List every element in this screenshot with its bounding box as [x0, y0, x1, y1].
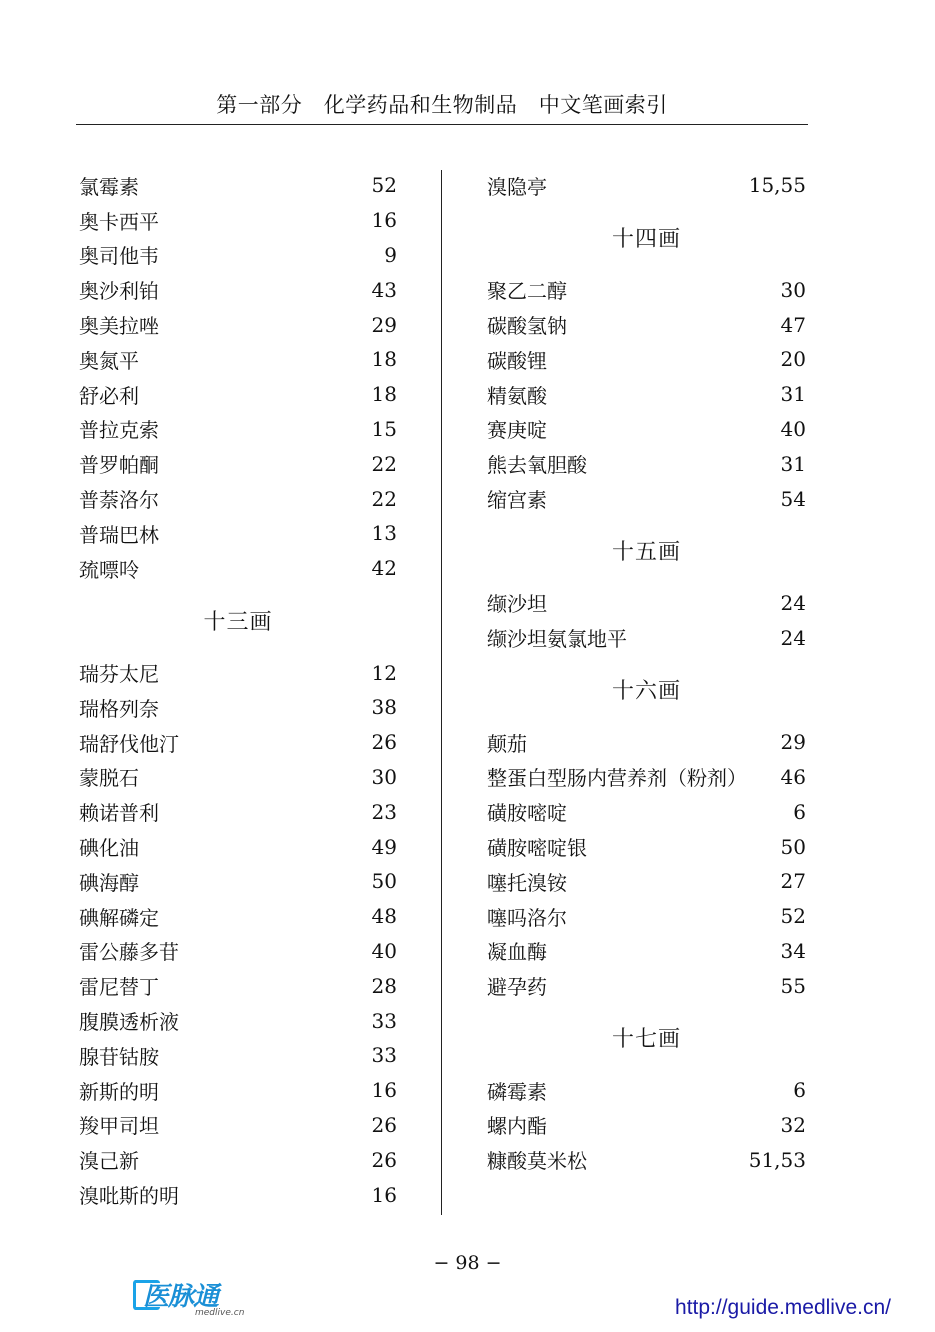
index-entry: [79, 1073, 397, 1108]
page-ref: 42: [371, 556, 397, 581]
index-entry: [79, 307, 397, 342]
drug-name: 聚乙二醇: [487, 279, 567, 304]
index-entry: [79, 1108, 397, 1143]
page-ref: 26: [371, 730, 397, 755]
index-entry: [487, 272, 806, 307]
drug-name: 碳酸锂: [487, 348, 547, 373]
index-entry: [79, 1177, 397, 1212]
index-entry: [487, 620, 806, 655]
page-ref: 40: [780, 416, 806, 441]
page-ref: 22: [371, 451, 397, 476]
index-entry: [487, 168, 806, 203]
stroke-count-heading: 十五画: [611, 540, 681, 566]
stroke-count-heading: 十六画: [611, 679, 681, 705]
index-entry: [487, 934, 806, 969]
drug-name: 蒙脱石: [79, 766, 139, 791]
drug-name: 雷尼替丁: [79, 975, 159, 1000]
index-entry: [487, 1142, 806, 1177]
page-ref: 33: [371, 1043, 397, 1068]
drug-name: 溴隐亭: [487, 174, 547, 199]
footer-url-link[interactable]: http://guide.medlive.cn/: [675, 1296, 891, 1319]
index-entry: [487, 446, 806, 481]
page-ref: 24: [780, 590, 806, 615]
drug-name: 糠酸莫米松: [487, 1149, 587, 1174]
index-entry: [79, 1142, 397, 1177]
drug-name: 噻吗洛尔: [487, 905, 567, 930]
index-entry: [79, 655, 397, 690]
index-entry: [487, 586, 806, 621]
drug-name: 缬沙坦氨氯地平: [487, 627, 627, 652]
drug-name: 赛庚啶: [487, 418, 547, 443]
page-ref: 18: [371, 347, 397, 372]
page-ref: 43: [371, 277, 397, 302]
drug-name: 氯霉素: [79, 174, 139, 199]
page-ref: 28: [371, 973, 397, 998]
page-ref: 29: [780, 730, 806, 755]
page-number: − 98 −: [433, 1252, 502, 1274]
drug-name: 奥沙利铂: [79, 279, 159, 304]
drug-name: 碘化油: [79, 836, 139, 861]
index-entry: [487, 377, 806, 412]
index-entry: [79, 794, 397, 829]
page-ref: 31: [780, 382, 806, 407]
page-ref: 33: [371, 1008, 397, 1033]
index-entry: [79, 238, 397, 273]
page-ref: 55: [780, 973, 806, 998]
page-ref: 50: [371, 869, 397, 894]
drug-name: 雷公藤多苷: [79, 940, 179, 965]
drug-name: 碘解磷定: [79, 905, 159, 930]
index-entry: [487, 412, 806, 447]
stroke-count-heading: 十四画: [611, 227, 681, 253]
page-ref: 31: [780, 451, 806, 476]
drug-name: 噻托溴铵: [487, 870, 567, 895]
drug-name: 巯嘌呤: [79, 557, 139, 582]
page-ref: 30: [780, 277, 806, 302]
page-ref: 13: [371, 521, 397, 546]
header-title: 第一部分 化学药品和生物制品 中文笔画索引: [216, 93, 668, 117]
drug-name: 熊去氧胆酸: [487, 453, 587, 478]
page-ref: 54: [780, 486, 806, 511]
drug-name: 羧甲司坦: [79, 1114, 159, 1139]
index-entry: [487, 760, 806, 795]
index-column-right: [487, 168, 806, 1177]
page-ref: 46: [780, 764, 806, 789]
drug-name: 瑞格列奈: [79, 696, 159, 721]
index-entry: [487, 725, 806, 760]
index-entry: [79, 412, 397, 447]
drug-name: 奥卡西平: [79, 209, 159, 234]
page-ref: 6: [793, 799, 806, 824]
page-ref: 26: [371, 1112, 397, 1137]
index-entry: [487, 968, 806, 1003]
page-ref: 18: [371, 382, 397, 407]
page-ref: 26: [371, 1147, 397, 1172]
index-entry: [79, 516, 397, 551]
column-divider: [441, 170, 442, 1215]
index-entry: [79, 203, 397, 238]
index-entry: [487, 481, 806, 516]
index-entry: [79, 446, 397, 481]
page-ref: 47: [780, 312, 806, 337]
drug-name: 奥美拉唑: [79, 314, 159, 339]
page-ref: 40: [371, 938, 397, 963]
page-ref: 16: [371, 1078, 397, 1103]
index-entry: [487, 1073, 806, 1108]
index-entry: [79, 1038, 397, 1073]
index-entry: [79, 690, 397, 725]
index-entry: [79, 481, 397, 516]
drug-name: 瑞舒伐他汀: [79, 731, 179, 756]
page-ref: 6: [793, 1078, 806, 1103]
drug-name: 溴己新: [79, 1149, 139, 1174]
drug-name: 新斯的明: [79, 1079, 159, 1104]
page-ref: 29: [371, 312, 397, 337]
drug-name: 奥氮平: [79, 348, 139, 373]
index-entry: [487, 829, 806, 864]
drug-name: 螺内酯: [487, 1114, 547, 1139]
stroke-count-heading: 十三画: [203, 609, 273, 635]
drug-name: 腹膜透析液: [79, 1010, 179, 1035]
drug-name: 腺苷钴胺: [79, 1044, 159, 1069]
index-entry: [79, 864, 397, 899]
drug-name: 奥司他韦: [79, 244, 159, 269]
drug-name: 缬沙坦: [487, 592, 547, 617]
page-ref: 23: [371, 799, 397, 824]
index-entry: [79, 272, 397, 307]
index-entry: [79, 377, 397, 412]
page-ref: 12: [371, 660, 397, 685]
running-header: [76, 90, 808, 125]
logo-subtext: medlive.cn: [195, 1308, 245, 1318]
drug-name: 凝血酶: [487, 940, 547, 965]
index-entry: [487, 342, 806, 377]
index-entry: [487, 307, 806, 342]
page-ref: 52: [371, 173, 397, 198]
drug-name: 精氨酸: [487, 383, 547, 408]
index-entry: [79, 760, 397, 795]
page-ref: 15,55: [748, 173, 806, 198]
drug-name: 普罗帕酮: [79, 453, 159, 478]
index-column-left: [79, 168, 397, 1212]
drug-name: 磺胺嘧啶银: [487, 836, 587, 861]
index-entry: [487, 899, 806, 934]
drug-name: 缩宫素: [487, 488, 547, 513]
index-entry: [487, 864, 806, 899]
page-ref: 16: [371, 208, 397, 233]
index-entry: [79, 934, 397, 969]
page-ref: 51,53: [748, 1147, 806, 1172]
page-ref: 27: [780, 869, 806, 894]
page-ref: 38: [371, 695, 397, 720]
drug-name: 整蛋白型肠内营养剂（粉剂）: [487, 766, 747, 791]
page-ref: 49: [371, 834, 397, 859]
index-entry: [79, 725, 397, 760]
page-ref: 48: [371, 904, 397, 929]
drug-name: 普拉克索: [79, 418, 159, 443]
logo-text: 医脉通: [143, 1282, 219, 1312]
drug-name: 碘海醇: [79, 870, 139, 895]
page-ref: 50: [780, 834, 806, 859]
drug-name: 颠茄: [487, 731, 527, 756]
page-ref: 16: [371, 1182, 397, 1207]
index-entry: [487, 1108, 806, 1143]
index-entry: [79, 968, 397, 1003]
drug-name: 赖诺普利: [79, 801, 159, 826]
index-entry: [79, 168, 397, 203]
drug-name: 普瑞巴林: [79, 522, 159, 547]
page-ref: 34: [780, 938, 806, 963]
medlive-logo: [133, 1278, 243, 1322]
page-ref: 9: [384, 242, 397, 267]
page-ref: 24: [780, 625, 806, 650]
drug-name: 普萘洛尔: [79, 488, 159, 513]
page-ref: 52: [780, 904, 806, 929]
stroke-count-heading: 十七画: [611, 1027, 681, 1053]
index-entry: [79, 1003, 397, 1038]
drug-name: 碳酸氢钠: [487, 314, 567, 339]
drug-name: 舒必利: [79, 383, 139, 408]
drug-name: 避孕药: [487, 975, 547, 1000]
page-ref: 15: [371, 416, 397, 441]
page-ref: 22: [371, 486, 397, 511]
drug-name: 溴吡斯的明: [79, 1184, 179, 1208]
index-entry: [79, 899, 397, 934]
index-entry: [487, 794, 806, 829]
index-entry: [79, 829, 397, 864]
page-ref: 20: [780, 347, 806, 372]
drug-name: 瑞芬太尼: [79, 662, 159, 687]
index-entry: [79, 551, 397, 586]
page-ref: 30: [371, 764, 397, 789]
drug-name: 磺胺嘧啶: [487, 801, 567, 826]
drug-name: 磷霉素: [487, 1079, 547, 1104]
index-entry: [79, 342, 397, 377]
page-ref: 32: [780, 1112, 806, 1137]
